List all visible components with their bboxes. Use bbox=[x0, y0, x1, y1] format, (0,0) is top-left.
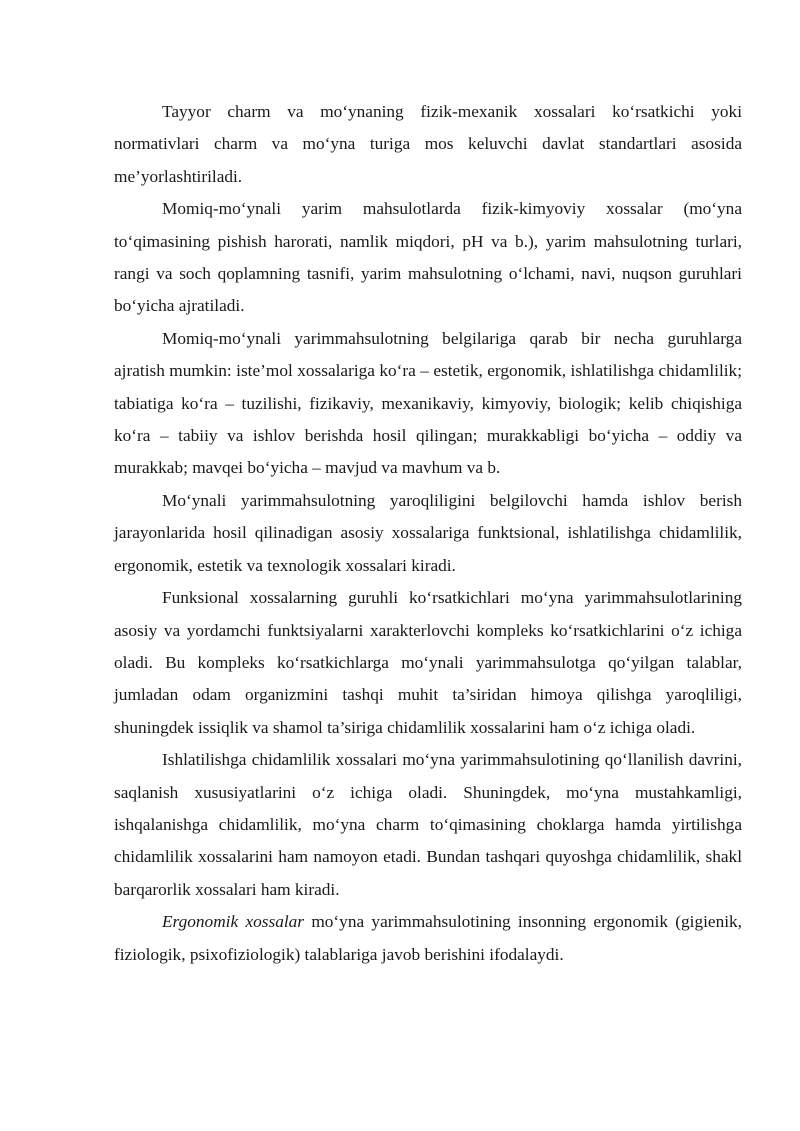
paragraph-1 bbox=[114, 96, 742, 193]
document-page bbox=[114, 96, 742, 971]
paragraph-6-text: Ishlatilishga chidamlilik xossalari mo‘yna yarimmahsulotining qo‘llanilish davrini, saqlanish xususiyatlarini o‘z ichiga oladi. Shuningdek, mo‘yna mustahkamligi, ishqalanishga chidamlilik, mo‘yna charm to‘qimasining choklarga hamda yirtilishga chidamlilik xossalarini ham namoyon etadi. Bundan tashqari quyoshga chidamlilik, shakl barqarorlik xossalari ham kiradi. bbox=[114, 750, 742, 899]
paragraph-5 bbox=[114, 582, 742, 744]
paragraph-3-text: Momiq-mo‘ynali yarimmahsulotning belgilariga qarab bir necha guruhlarga ajratish mumkin: iste’mol xossalariga ko‘ra – estetik, ergonomik, ishlatilishga chidamlilik; tabiatiga ko‘ra – tuzilishi, fizikaviy, mexanikaviy, kimyoviy, biologik; kelib chiqishiga ko‘ra – tabiiy va ishlov berishda hosil qilingan; murakkabligi bo‘yicha – oddiy va murakkab; mavqei bo‘yicha – mavjud va mavhum va b. bbox=[114, 328, 742, 478]
paragraph-7-italic-term: Ergonomik xossalar bbox=[162, 912, 305, 932]
paragraph-4-text: Mo‘ynali yarimmahsulotning yaroqliligini belgilovchi hamda ishlov berish jarayonlarida hosil qilinadigan asosiy xossalariga funktsional, ishlatilishga chidamlilik, ergonomik, estetik va texnologik xossalari kiradi. bbox=[114, 490, 742, 575]
paragraph-6 bbox=[114, 744, 742, 906]
paragraph-7-text: mo‘yna yarimmahsulotining insonning ergonomik (gigienik, fiziologik, psixofiziologik) talablariga javob berishini ifodalaydi. bbox=[114, 912, 742, 964]
paragraph-2-text: Momiq-mo‘ynali yarim mahsulotlarda fizik-kimyoviy xossalar (mo‘yna to‘qimasining pishish harorati, namlik miqdori, pH va b.), yarim mahsulotning turlari, rangi va soch qoplamning tasnifi, yarim mahsulotning o‘lchami, navi, nuqson guruhlari bo‘yicha ajratiladi. bbox=[114, 199, 742, 316]
paragraph-2 bbox=[114, 193, 742, 323]
paragraph-4 bbox=[114, 485, 742, 582]
paragraph-3 bbox=[114, 323, 742, 485]
paragraph-1-text: Tayyor charm va mo‘ynaning fizik-mexanik xossalari ko‘rsatkichi yoki normativlari charm va mo‘yna turiga mos keluvchi davlat standartlari asosida me’yorlashtiriladi. bbox=[114, 102, 742, 186]
paragraph-5-text: Funksional xossalarning guruhli ko‘rsatkichlari mo‘yna yarimmahsulotlarining asosiy va yordamchi funktsiyalarni xarakterlovchi kompleks ko‘rsatkichlarini o‘z ichiga oladi. Bu kompleks ko‘rsatkichlarga mo‘ynali yarimmahsulotga qo‘yilgan talablar, jumladan odam organizmini tashqi muhit ta’siridan himoya qilishga yaroqliligi, shuningdek issiqlik va shamol ta’siriga chidamlilik xossalarini ham o‘z ichiga oladi. bbox=[114, 588, 742, 737]
paragraph-7 bbox=[114, 906, 742, 971]
